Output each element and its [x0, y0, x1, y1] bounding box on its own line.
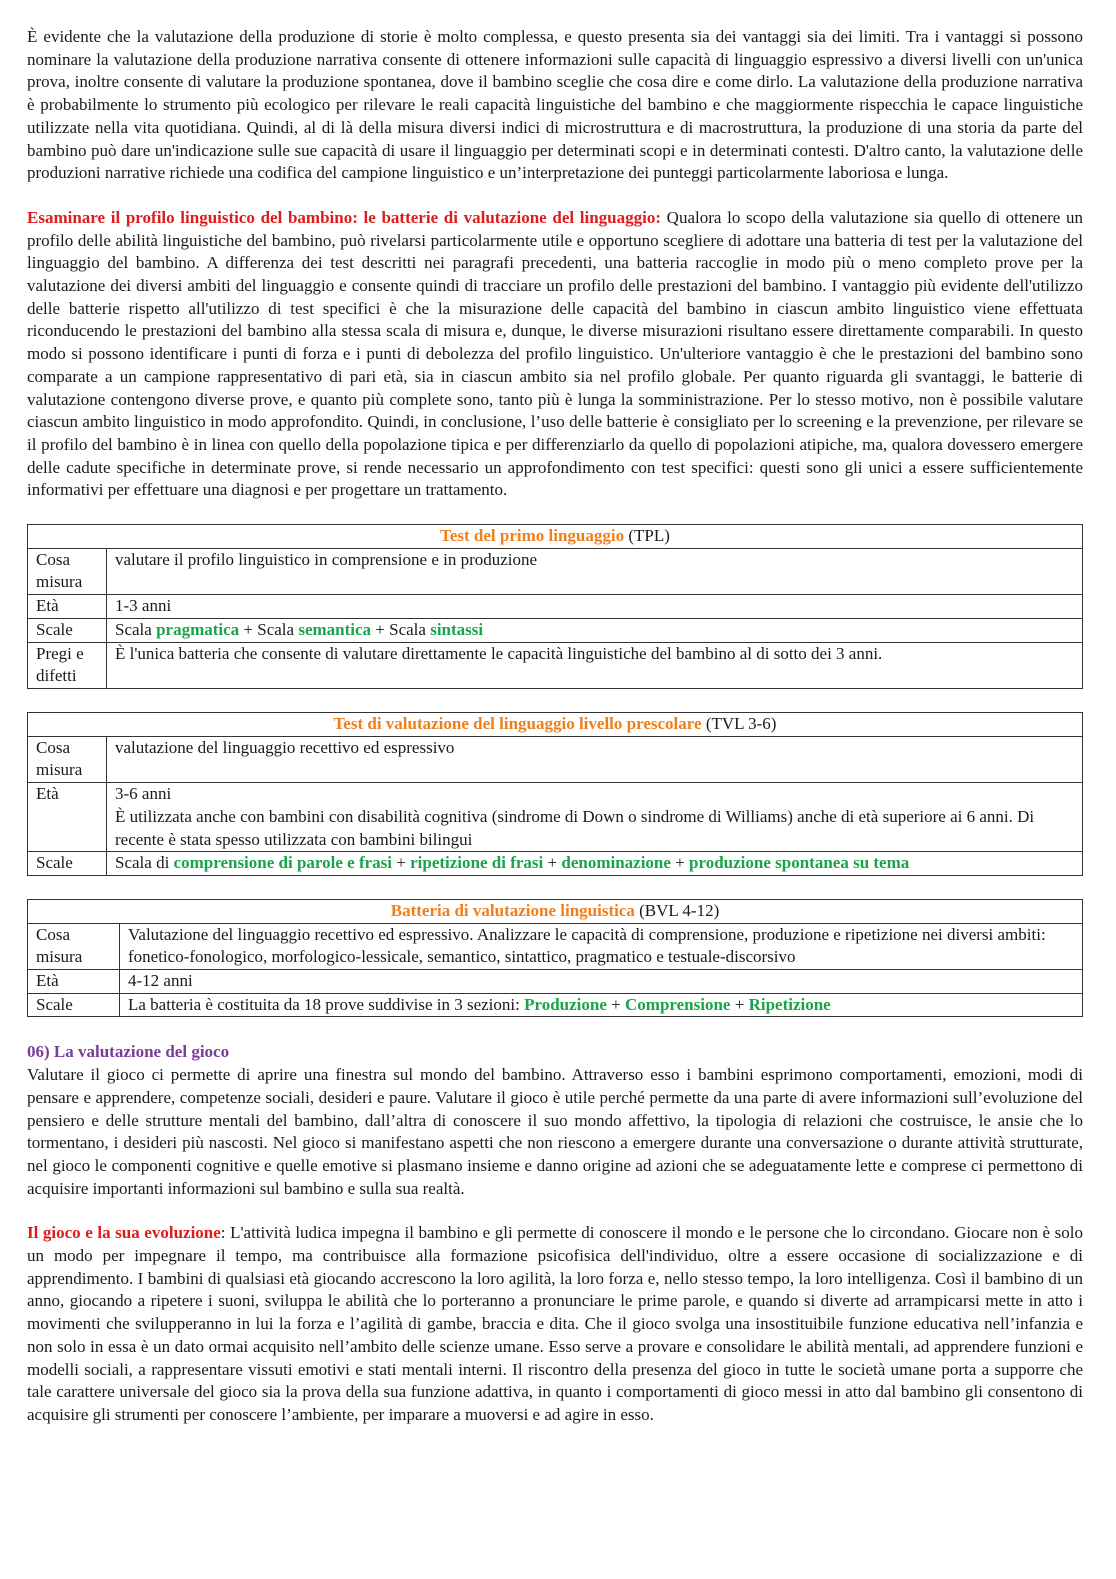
tpl-scale-prefix-3: + Scala — [371, 619, 431, 639]
tvl-table — [27, 712, 1083, 876]
tvl-label-scale: Scale — [28, 852, 107, 876]
tpl-scale-pragmatica: pragmatica — [156, 619, 240, 639]
tpl-scale-semantica: semantica — [298, 619, 372, 639]
tpl-label-eta: Età — [28, 595, 107, 619]
tpl-label-pregi: Pregi e difetti — [28, 642, 107, 688]
bvl-abbr: (BVL 4-12) — [634, 900, 720, 920]
bvl-label-eta: Età — [28, 970, 120, 994]
bvl-scale-prefix: La batteria è costituita da 18 prove suddivise in 3 sezioni: — [128, 994, 525, 1014]
table-row — [28, 618, 1083, 642]
table-row — [28, 923, 1083, 969]
table-row — [28, 852, 1083, 876]
tvl-abbr: (TVL 3-6) — [701, 713, 777, 733]
tvl-plus-1: + — [392, 853, 411, 873]
tpl-value-eta: 1-3 anni — [107, 595, 1083, 619]
tvl-eta-note: È utilizzata anche con bambini con disabilità cognitiva (sindrome di Down o sindrome di Williams) anche di età superiore ai 6 anni. Di recente è stata spesso utilizzata con bambini bilingui — [115, 806, 1035, 849]
tvl-table-title — [28, 712, 1083, 736]
evoluzione-heading: Il gioco e la sua evoluzione — [27, 1223, 221, 1243]
tpl-scale-sintassi: sintassi — [430, 619, 484, 639]
gioco-paragraph: Valutare il gioco ci permette di aprire una finestra sul mondo del bambino. Attraverso esso i bambini esprimono comportamenti, emozioni, modi di pensare e apprendere, competenze sociali, desideri e paure. Valutare il gioco è utile perché permette da una parte di avere informazioni sull’evoluzione del pensiero e delle strutture mentali del bambino, dall’altra di conoscere il suo mondo affettivo, la tipologia di relazioni che costruisce, le ansie che lo tormentano, i desideri più nascosti. Nel gioco si manifestano aspetti che non riescono a emergere durante una conversazione o durante attività strutturate, nel gioco le componenti cognitive e quelle emotive si plasmano insieme e danno origine ad azioni che se adeguatamente lette e comprese ci permettono di acquisire importanti informazioni sul bambino e sulla sua realtà. — [27, 1065, 1083, 1198]
evoluzione-text: : L'attività ludica impegna il bambino e gli permette di conoscere il mondo e le persone che lo circondano. Giocare non è solo un modo per impegnare il tempo, ma contribuisce alla formazione psicofisica dell'individuo, oltre a essere occasione di socializzazione e di apprendimento. I bambini di qualsiasi età giocando accrescono la loro agilità, la loro forza e, nello stesso tempo, la loro intelligenza. Così il bambino di un anno, giocando a ripetere i suoni, sviluppa le abilità che lo porteranno a pronunciare le prime parole, e quando si diverte ad arrampicarsi mette in atto i movimenti che svilupperanno in lui la forza e l’agilità di gambe, braccia e dita. Che il gioco svolga una insostituibile funzione educativa nell’infanzia e non solo in essa è un dato ormai acquisito nell’ambito delle scienze umane. Esso serve a provare e consolidare le abilità mentali, ad apprendere funzioni e modelli sociali, a rappresentare vissuti emotivi e stati mentali interni. Il riscontro della presenza del gioco in tutte le società umane porta a supporre che tale carattere universale del gioco sia la prova della sua funzione adattiva, in quanto i comportamenti di gioco messi in atto dal bambino gli consentono di acquisire gli strumenti per conoscere l’ambiente, per imparare a muoversi e ad agire in esso. — [27, 1223, 1083, 1424]
intro-paragraph: È evidente che la valutazione della produzione di storie è molto complessa, e questo presenta sia dei vantaggi sia dei limiti. Tra i vantaggi si possono nominare la valutazione della produzione narrativa consente di ottenere informazioni sulle capacità di linguaggio espressivo a diversi livelli con un'unica prova, inoltre consente di valutare la produzione spontanea, dove il bambino sceglie che cosa dire e come dirlo. La valutazione della produzione narrativa è probabilmente lo strumento più ecologico per rilevare le reali capacità linguistiche del bambino e che maggiormente rispecchia le capace linguistiche utilizzate nella vita quotidiana. Quindi, al di là della misura diversi indici di microstruttura e di macrostruttura, la produzione di una storia da parte del bambino può dare un'indicazione sulle sue capacità di usare il linguaggio per determinati scopi e in determinati contesti. D'altro canto, la valutazione delle produzioni narrative richiede una codifica del campione linguistico e un’interpretazione dei punteggi particolarmente laboriosa e lunga. — [27, 27, 1083, 183]
table-row — [28, 783, 1083, 852]
tpl-value-scale — [107, 618, 1083, 642]
tvl-scale-denominazione: denominazione — [561, 853, 671, 873]
bvl-title: Batteria di valutazione linguistica — [390, 900, 635, 920]
document-page — [27, 26, 1083, 1427]
tpl-title: Test del primo linguaggio — [440, 526, 625, 546]
bvl-plus-2: + — [730, 994, 749, 1014]
tvl-scale-prefix: Scala di — [115, 853, 174, 873]
tpl-table-title — [28, 525, 1083, 549]
bvl-value-cosa-misura: Valutazione del linguaggio recettivo ed espressivo. Analizzare le capacità di comprensione, produzione e ripetizione nei diversi ambiti: fonetico-fonologico, morfologico-lessicale, semantico, sintattico, pragmatico e testuale-discorsivo — [120, 923, 1083, 969]
table-row — [28, 548, 1083, 594]
table-row — [28, 970, 1083, 994]
bvl-label-cosa-misura: Cosa misura — [28, 923, 120, 969]
bvl-value-scale — [120, 993, 1083, 1017]
bvl-scale-comprensione: Comprensione — [625, 994, 731, 1014]
bvl-label-scale: Scale — [28, 993, 120, 1017]
batterie-paragraph — [27, 207, 1083, 502]
table-row — [28, 595, 1083, 619]
tpl-label-scale: Scale — [28, 618, 107, 642]
table-row — [28, 736, 1083, 782]
bvl-scale-ripetizione: Ripetizione — [748, 994, 831, 1014]
tpl-value-cosa-misura: valutare il profilo linguistico in comprensione e in produzione — [107, 548, 1083, 594]
tpl-abbr: (TPL) — [624, 526, 670, 546]
bvl-table — [27, 899, 1083, 1018]
bvl-scale-produzione: Produzione — [524, 994, 607, 1014]
table-row — [28, 642, 1083, 688]
bvl-plus-1: + — [606, 994, 625, 1014]
tpl-label-cosa-misura: Cosa misura — [28, 548, 107, 594]
tvl-label-cosa-misura: Cosa misura — [28, 736, 107, 782]
tpl-table — [27, 524, 1083, 689]
tvl-label-eta: Età — [28, 783, 107, 852]
tvl-eta-range: 3-6 anni — [115, 784, 172, 804]
batterie-heading: Esaminare il profilo linguistico del bambino: le batterie di valutazione del linguaggio: — [27, 207, 662, 227]
tvl-scale-produzione: produzione spontanea su tema — [689, 853, 910, 873]
table-row — [28, 993, 1083, 1017]
tvl-value-scale — [107, 852, 1083, 876]
tpl-scale-prefix-2: + Scala — [239, 619, 299, 639]
tvl-title: Test di valutazione del linguaggio livello prescolare — [333, 713, 702, 733]
tpl-scale-prefix-1: Scala — [115, 619, 157, 639]
evoluzione-paragraph — [27, 1222, 1083, 1426]
tvl-scale-comprensione: comprensione di parole e frasi — [173, 853, 393, 873]
tvl-scale-ripetizione: ripetizione di frasi — [410, 853, 544, 873]
gioco-section-title: 06) La valutazione del gioco — [27, 1042, 230, 1062]
tvl-value-cosa-misura: valutazione del linguaggio recettivo ed espressivo — [107, 736, 1083, 782]
bvl-value-eta: 4-12 anni — [120, 970, 1083, 994]
tvl-plus-3: + — [670, 853, 690, 873]
tvl-plus-2: + — [543, 853, 562, 873]
batterie-text: Qualora lo scopo della valutazione sia quello di ottenere un profilo delle abilità linguistiche del bambino, può rivelarsi particolarmente utile e opportuno scegliere di adottare una batteria di test per la valutazione del linguaggio del bambino. A differenza dei test descritti nei paragrafi precedenti, una batteria raccoglie in modo più o meno completo prove per la valutazione dei diversi ambiti del linguaggio e consente quindi di tracciare un profilo delle prestazioni del bambino. I vantaggio più evidente dell'utilizzo delle batterie rispetto all'utilizzo di test specifici è che la misurazione delle capacità del bambino in ciascun ambito linguistico viene effettuata riconducendo le prestazioni del bambino alla stessa scala di misura e, dunque, le diverse misurazioni risultano essere direttamente comparabili. In questo modo si possono identificare i punti di forza e i punti di debolezza del profilo linguistico. Un'ulteriore vantaggio è che le prestazioni del bambino sono comparate a un campione rappresentativo di pari età, sia in ciascun ambito sia nel profilo globale. Per quanto riguarda gli svantaggi, le batterie di valutazione contengono diverse prove, e quanto più complete sono, tanto più è lunga la somministrazione. Per lo stesso motivo, non è possibile valutare ciascun ambito linguistico in modo approfondito. Quindi, in conclusione, l’uso delle batterie è consigliato per lo screening e la prevenzione, per rilevare se il profilo del bambino è in linea con quello della popolazione tipica e per differenziarlo da quello di popolazioni atipiche, ma, qualora dovessero emergere delle cadute specifiche in determinate prove, si rende necessario un approfondimento con test specifici: questi sono gli unici a essere sufficientemente informativi per effettuare una diagnosi e per progettare un trattamento. — [27, 207, 1083, 500]
bvl-table-title — [28, 899, 1083, 923]
tpl-value-pregi: È l'unica batteria che consente di valutare direttamente le capacità linguistiche del bambino al di sotto dei 3 anni. — [107, 642, 1083, 688]
tvl-value-eta — [107, 783, 1083, 852]
